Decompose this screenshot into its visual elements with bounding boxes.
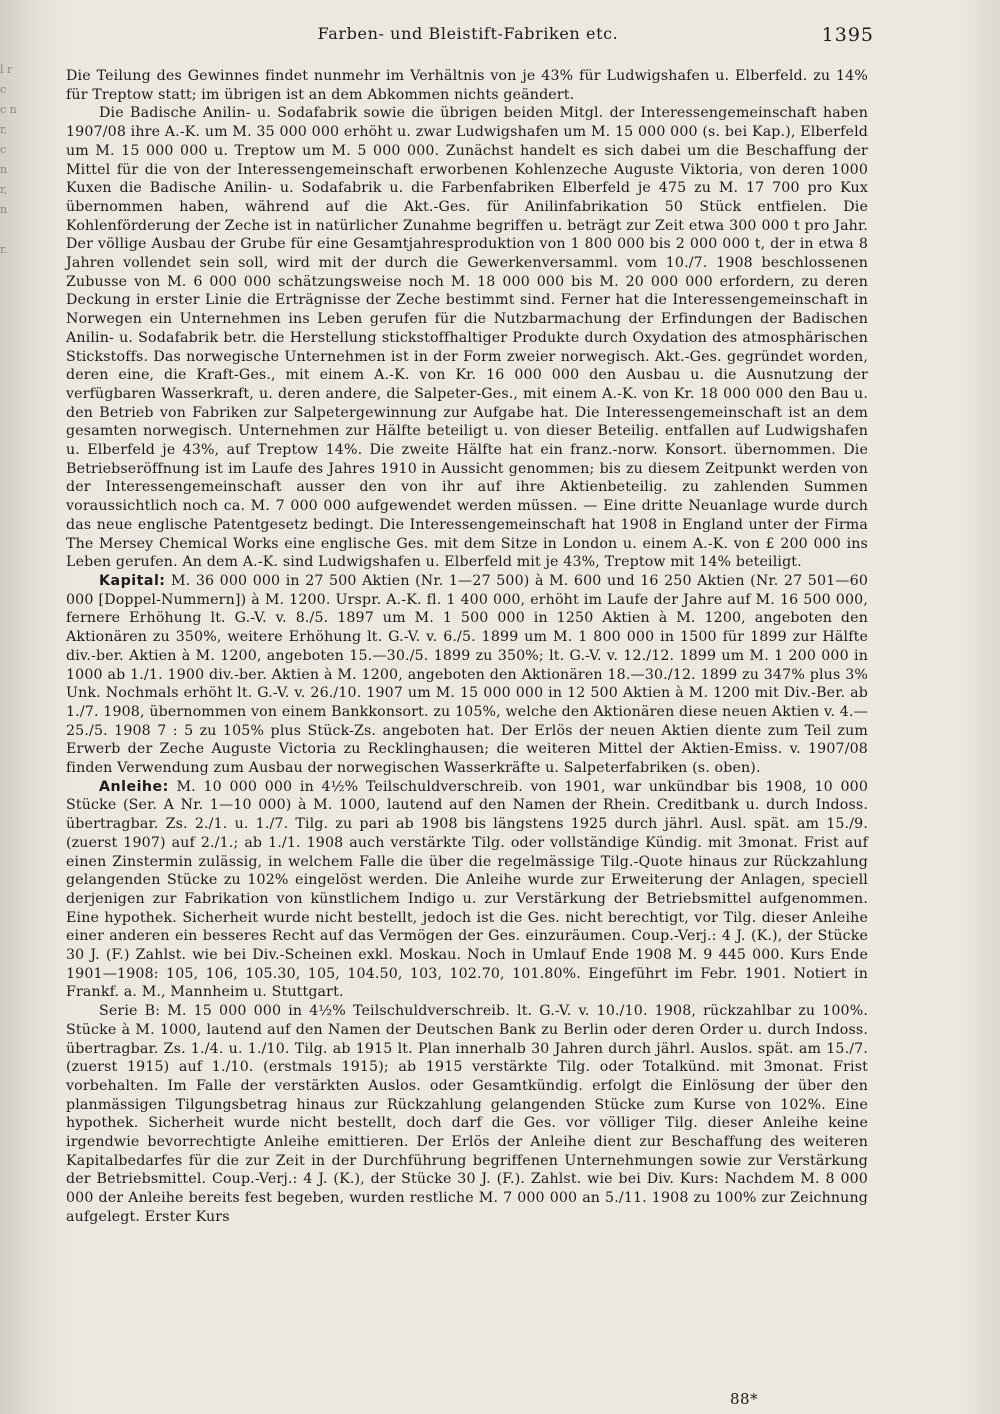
running-header — [62, 24, 874, 48]
section-heading-anleihe: Anleihe: — [99, 778, 169, 795]
paragraph-interessengemeinschaft: Die Badische Anilin- u. Sodafabrik sowie die übrigen beiden Mitgl. der Interessengemeinschaft haben 1907/08 ihre A.-K. um M. 35 000 000 erhöht u. zwar Ludwigshafen um M. 15 000 000 (s. bei Kap.), Elberfeld um M. 15 000 000 u. Treptow um M. 5 000 000. Zunächst handelt es sich dabei um die Beschaffung der Mittel für die von der Interessengemeinschaft erworbenen Kohlenzeche Auguste Viktoria, von deren 1000 Kuxen die Badische Anilin- u. Sodafabrik u. die Farbenfabriken Elberfeld je 475 zu M. 17 700 pro Kux übernommen haben, während auf die Akt.-Ges. für Anilinfabrikation 50 Stück entfielen. Die Kohlenförderung der Zeche ist in natürlicher Zunahme begriffen u. beträgt zur Zeit etwa 300 000 t pro Jahr. Der völlige Ausbau der Grube für eine Gesamtjahresproduktion von 1 800 000 bis 2 000 000 t, der in etwa 8 Jahren vollendet sein soll, wird mit der durch die Gewerkenversamml. vom 10./7. 1908 beschlossenen Zubusse von M. 6 000 000 schätzungsweise noch M. 18 000 000 bis M. 20 000 000 erfordern, zu deren Deckung in erster Linie die Erträgnisse der Zeche bestimmt sind. Ferner hat die Interessengemeinschaft in Norwegen ein Unternehmen ins Leben gerufen für die Nutzbarmachung der Erfindungen der Badischen Anilin- u. Sodafabrik betr. die Herstellung stickstoffhaltiger Produkte durch Oxydation des atmosphärischen Stickstoffs. Das norwegische Unternehmen ist in der Form zweier norwegisch. Akt.-Ges. gegründet worden, deren eine, die Kraft-Ges., mit einem A.-K. von Kr. 16 000 000 den Ausbau u. die Ausnutzung der verfügbaren Wasserkraft, u. deren andere, die Salpeter-Ges., mit einem A.-K. von Kr. 18 000 000 den Bau u. den Betrieb von Fabriken zur Salpetergewinnung zur Aufgabe hat. Die Interessengemeinschaft ist an dem gesamten norwegisch. Unternehmen zur Hälfte beteiligt u. von dieser Beteilig. entfallen auf Ludwigshafen u. Elberfeld je 43%, auf Treptow 14%. Die zweite Hälfte hat ein franz.-norw. Konsort. übernommen. Die Betriebseröffnung ist im Laufe des Jahres 1910 in Aussicht genommen; bis zu diesem Zeitpunkt werden von der Interessengemeinschaft ausser den von ihr auf ihre Aktienbeteilig. zu zahlenden Summen voraussichtlich noch ca. M. 7 000 000 aufgewendet werden müssen. — Eine dritte Neuanlage wurde durch das neue englische Patentgesetz bedingt. Die Interessengemeinschaft hat 1908 in England unter der Firma The Mersey Chemical Works eine englische Ges. mit dem Sitze in London u. einem A.-K. von £ 200 000 ins Leben gerufen. An dem A.-K. sind Ludwigshafen u. Elberfeld mit je 43%, Treptow mit 14% beteiligt. — [66, 105, 868, 571]
paragraph-kapital — [66, 572, 868, 778]
page-number: 1395 — [821, 24, 874, 46]
binding-gutter-marks: l r c c n r, c n r, n r. — [0, 63, 17, 256]
signature-mark: 88* — [730, 1390, 759, 1408]
section-heading-kapital: Kapital: — [99, 572, 166, 589]
header-title: Farben- und Bleistift-Fabriken etc. — [317, 24, 619, 43]
body-text — [66, 67, 868, 1227]
paragraph-anleihe — [66, 778, 868, 1002]
paragraph-anleihe-text: M. 10 000 000 in 4½% Teilschuldverschreib. von 1901, war unkündbar bis 1908, 10 000 Stücke (Ser. A Nr. 1—10 000) à M. 1000, lautend auf den Namen der Rhein. Creditbank u. durch Indoss. übertragbar. Zs. 2./1. u. 1./7. Tilg. zu pari ab 1908 bis längstens 1925 durch jährl. Ausl. spät. am 15./9. (zuerst 1907) auf 2./1.; ab 1./1. 1908 auch verstärkte Tilg. oder vollständige Kündig. mit 3monat. Frist auf einen Zinstermin zulässig, in welchem Falle die über die regelmässige Tilg.-Quote hinaus zur Rückzahlung gelangenden Stücke zu 102% eingelöst werden. Die Anleihe wurde zur Erweiterung der Anlagen, speciell derjenigen zur Fabrikation von künstlichem Indigo u. zur Verstärkung der Betriebsmittel aufgenommen. Eine hypothek. Sicherheit wurde nicht bestellt, jedoch ist die Ges. nicht berechtigt, vor Tilg. dieser Anleihe einer anderen ein besseres Recht auf das Vermögen der Ges. einzuräumen. Coup.-Verj.: 4 J. (K.), der Stücke 30 J. (F.) Zahlst. wie bei Div.-Scheinen exkl. Moskau. Noch in Umlauf Ende 1908 M. 9 445 000. Kurs Ende 1901—1908: 105, 106, 105.30, 105, 104.50, 103, 102.70, 101.80%. Eingeführt im Febr. 1901. Notiert in Frankf. a. M., Mannheim u. Stuttgart. — [66, 778, 868, 1001]
paragraph-serie-b: Serie B: M. 15 000 000 in 4½% Teilschuldverschreib. lt. G.-V. v. 10./10. 1908, rückzahlbar zu 100%. Stücke à M. 1000, lautend auf den Namen der Deutschen Bank zu Berlin oder deren Order u. durch Indoss. übertragbar. Zs. 1./4. u. 1./10. Tilg. ab 1915 lt. Plan innerhalb 30 Jahren durch jährl. Auslos. spät. am 15./7. (zuerst 1915) auf 1./10. (erstmals 1915); ab 1915 verstärkte Tilg. oder Totalkünd. mit 3monat. Frist vorbehalten. Im Falle der verstärkten Auslos. oder Gesamtkündig. erfolgt die Einlösung der über den planmässigen Tilgungsbetrag hinaus zur Rückzahlung gelangenden Stücke zum Kurse von 102%. Eine hypothek. Sicherheit wurde nicht bestellt, doch darf die Ges. vor völliger Tilg. dieser Anleihe keine irgendwie bevorrechtigte Anleihe emittieren. Der Erlös der Anleihe dient zur Beschaffung des weiteren Kapitalbedarfes für die zur Zeit in der Durchführung begriffenen Unternehmungen sowie zur Verstärkung der Betriebsmittel. Coup.-Verj.: 4 J. (K.), der Stücke 30 J. (F.). Zahlst. wie bei Div. Kurs: Nachdem M. 8 000 000 der Anleihe bereits fest begeben, wurden restliche M. 7 000 000 an 5./11. 1908 zu 100% zur Zeichnung aufgelegt. Erster Kurs — [66, 1003, 868, 1225]
paragraph-kapital-text: M. 36 000 000 in 27 500 Aktien (Nr. 1—27 500) à M. 600 und 16 250 Aktien (Nr. 27 501—60 000 [Doppel-Nummern]) à M. 1200. Urspr. A.-K. fl. 1 400 000, erhöht im Laufe der Jahre auf M. 16 500 000, fernere Erhöhung lt. G.-V. v. 8./5. 1897 um M. 1 500 000 in 1250 Aktien à M. 1200, angeboten den Aktionären zu 350%, weitere Erhöhung lt. G.-V. v. 6./5. 1899 um M. 1 800 000 in 1500 für 1899 zur Hälfte div.-ber. Aktien à M. 1200, angeboten 15.—30./5. 1899 zu 350%; lt. G.-V. v. 12./12. 1899 um M. 1 200 000 in 1000 ab 1./1. 1900 div.-ber. Aktien à M. 1200, angeboten den Aktionären 18.—30./12. 1899 zu 347% plus 3% Unk. Nochmals erhöht lt. G.-V. v. 26./10. 1907 um M. 15 000 000 in 12 500 Aktien à M. 1200 mit Div.-Ber. ab 1./7. 1908, übernommen von einem Bankkonsort. zu 105%, welche den Aktionären diese neuen Aktien v. 4.—25./5. 1908 7 : 5 zu 105% plus Stück-Zs. angeboten hat. Der Erlös der neuen Aktien diente zum Teil zum Erwerb der Zeche Auguste Victoria zu Recklinghausen; die weiteren Mittel der Aktien-Emiss. v. 1907/08 finden Verwendung zum Ausbau der norwegischen Wasserkräfte u. Salpeterfabriken (s. oben). — [66, 572, 868, 777]
paragraph-teilung: Die Teilung des Gewinnes findet nunmehr im Verhältnis von je 43% für Ludwigshafen u. Elberfeld. zu 14% für Treptow statt; im übrigen ist an dem Abkommen nichts geändert. — [66, 68, 868, 103]
